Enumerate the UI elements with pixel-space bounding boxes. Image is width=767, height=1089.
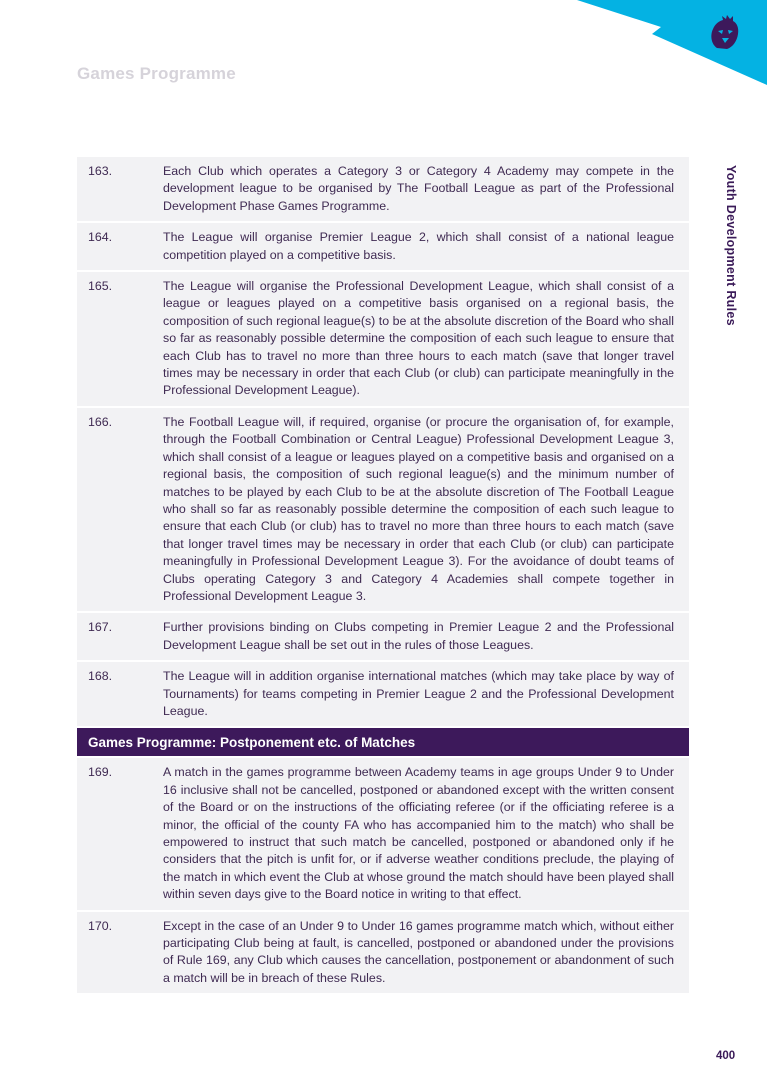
rule-text: Except in the case of an Under 9 to Under 16 games programme match which, without either participating Club being at fault, is cancelled, postponed or abandoned under the provisions of Rule 169, any Club which causes the cancellation, postponement or abandonment of such a match will be in breach of these Rules. xyxy=(163,918,674,985)
rule-item xyxy=(77,223,689,272)
side-label: Youth Development Rules xyxy=(724,165,738,326)
rule-item xyxy=(77,662,689,728)
rule-item xyxy=(77,912,689,996)
rule-text: The League will organise Premier League 2, which shall consist of a national league competition played on a competitive basis. xyxy=(163,230,674,262)
rule-text: The Football League will, if required, organise (or procure the organisation of, for example, through the Football Combination or Central League) Professional Development League 3, which shall consist of a league or leagues played on a competitive basis and organised on a regional basis, the composition of such regional league(s) and the minimum number of matches to be played by each Club to be at the absolute discretion of The Football League who shall so far as reasonably possible determine the composition of each such league to ensure that each Club (or club) has to travel no more than three hours to each match (save that longer travel times may be necessary in order that each Club (or club) can participate meaningfully in Professional Development League 3). For the avoidance of doubt teams of Clubs operating Category 3 and Category 4 Academies shall compete together in Professional Development League 3. xyxy=(163,414,674,603)
rules-list xyxy=(77,157,689,995)
rule-item xyxy=(77,613,689,662)
rule-number: 170. xyxy=(88,918,113,933)
rule-text: Further provisions binding on Clubs competing in Premier League 2 and the Professional Development League shall be set out in the rules of those Leagues. xyxy=(163,620,674,652)
section-heading: Games Programme: Postponement etc. of Matches xyxy=(77,728,689,758)
corner-banner xyxy=(577,0,767,90)
rule-item xyxy=(77,272,689,408)
rule-text: Each Club which operates a Category 3 or Category 4 Academy may compete in the development league to be organised by The Football League as part of the Professional Development Phase Games Programme. xyxy=(163,164,674,213)
rule-item xyxy=(77,157,689,223)
page-title: Games Programme xyxy=(77,64,236,83)
rule-number: 164. xyxy=(88,230,113,245)
rule-number: 169. xyxy=(88,765,113,780)
rule-item xyxy=(77,758,689,911)
rule-number: 167. xyxy=(88,620,113,635)
rule-item xyxy=(77,408,689,613)
rule-number: 166. xyxy=(88,414,113,429)
rule-number: 165. xyxy=(88,279,113,294)
page-number: 400 xyxy=(716,1050,736,1062)
rule-number: 163. xyxy=(88,164,113,178)
rule-number: 168. xyxy=(88,669,113,684)
rule-text: A match in the games programme between Academy teams in age groups Under 9 to Under 16 inclusive shall not be cancelled, postponed or abandoned except with the written consent of the Board or on the instructions of the officiating referee (or if the officiating referee is a minor, the official of the county FA who has accompanied him to the match) who shall be empowered to instruct that such match be cancelled, postponed or abandoned only if he considers that the pitch is unfit for, or if adverse weather conditions preclude, the playing of the match in which event the Club at whose ground the match should have been played shall within seven days give to the Board notice in writing to that effect. xyxy=(163,765,674,902)
rule-text: The League will organise the Professional Development League, which shall consist of a league or leagues played on a competitive basis organised on a regional basis, the composition of such regional league(s) to be at the absolute discretion of the Board who shall so far as reasonably possible determine the composition of each such league to ensure that each Club has to travel no more than three hours to each match (save that longer travel times may be necessary in order that each Club (or club) can participate meaningfully in the Professional Development League). xyxy=(163,279,674,398)
rule-text: The League will in addition organise international matches (which may take place by way of Tournaments) for teams competing in Premier League 2 and the Professional Development League. xyxy=(163,669,674,718)
